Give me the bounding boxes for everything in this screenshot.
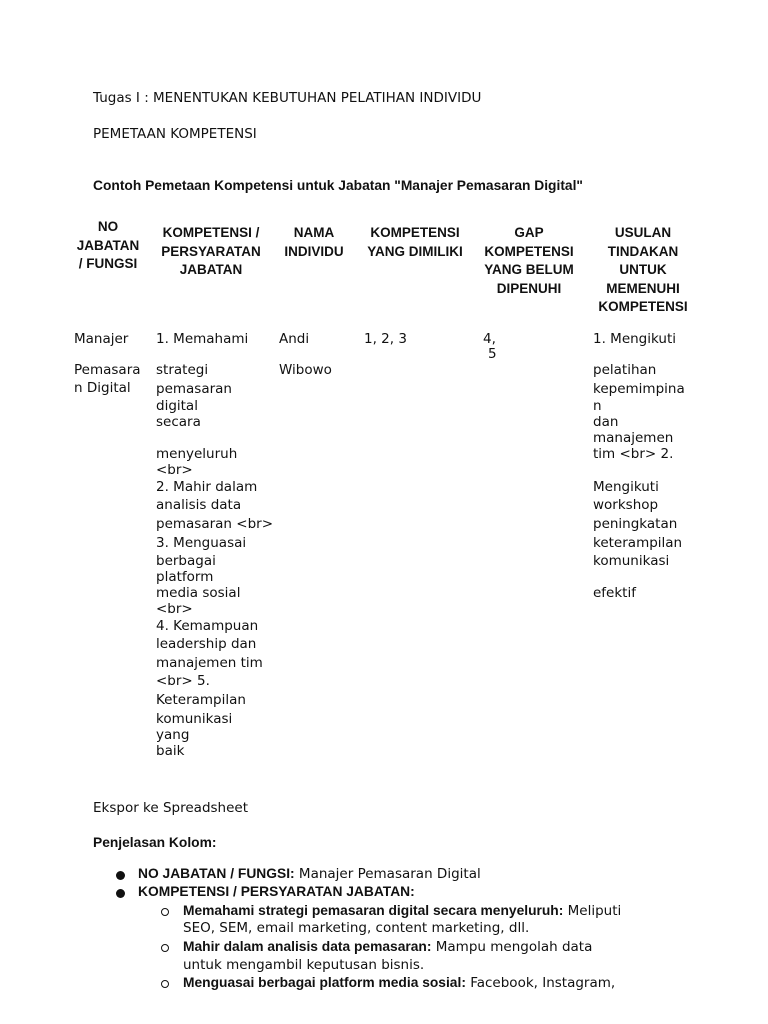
page-subtitle: PEMETAAN KOMPETENSI xyxy=(93,126,257,142)
sub-list-item-label: Mahir dalam analisis data pemasaran: xyxy=(183,939,432,954)
sub-list-item-continuation: SEO, SEM, email marketing, content marketing, dll. xyxy=(183,920,530,936)
sub-list-item-continuation: untuk mengambil keputusan bisnis. xyxy=(183,957,425,973)
sub-list-item-text: Facebook, Instagram, xyxy=(465,975,616,991)
bullet-circle-icon xyxy=(161,944,169,952)
list-item-label: KOMPETENSI / PERSYARATAN JABATAN: xyxy=(138,884,415,899)
list-item-text: Manajer Pemasaran Digital xyxy=(294,866,481,882)
header-usulan-tindakan: USULAN TINDAKAN UNTUK MEMENUHI KOMPETENSI xyxy=(598,225,688,315)
list-item xyxy=(138,866,481,882)
export-spreadsheet-link[interactable]: Ekspor ke Spreadsheet xyxy=(93,800,249,816)
sub-list-item xyxy=(183,939,592,955)
list-item-label: NO JABATAN / FUNGSI: xyxy=(138,866,295,881)
sub-list-item-text: Mampu mengolah data xyxy=(431,939,593,955)
bullet-circle-icon xyxy=(161,908,169,916)
header-nama-individu: NAMA INDIVIDU xyxy=(284,225,344,259)
sub-list-item-text: Meliputi xyxy=(563,903,622,919)
example-title: Contoh Pemetaan Kompetensi untuk Jabatan "Manajer Pemasaran Digital" xyxy=(93,178,583,193)
header-gap-kompetensi: GAP KOMPETENSI YANG BELUM DIPENUHI xyxy=(484,225,574,296)
penjelasan-title: Penjelasan Kolom: xyxy=(93,835,217,850)
sub-list-item-label: Memahami strategi pemasaran digital secara menyeluruh: xyxy=(183,903,564,918)
bullet-circle-icon xyxy=(161,980,169,988)
bullet-dot-icon xyxy=(116,871,125,880)
header-kompetensi-persyaratan: KOMPETENSI / PERSYARATAN JABATAN xyxy=(161,225,261,278)
list-item xyxy=(138,884,415,900)
bullet-dot-icon xyxy=(116,889,125,898)
sub-list-item xyxy=(183,975,615,991)
task-title: Tugas I : MENENTUKAN KEBUTUHAN PELATIHAN INDIVIDU xyxy=(93,90,482,106)
header-no-jabatan: NO JABATAN / FUNGSI xyxy=(76,219,140,272)
header-kompetensi-dimiliki: KOMPETENSI YANG DIMILIKI xyxy=(367,225,463,259)
sub-list-item-label: Menguasai berbagai platform media sosial: xyxy=(183,975,466,990)
sub-list-item xyxy=(183,903,621,919)
